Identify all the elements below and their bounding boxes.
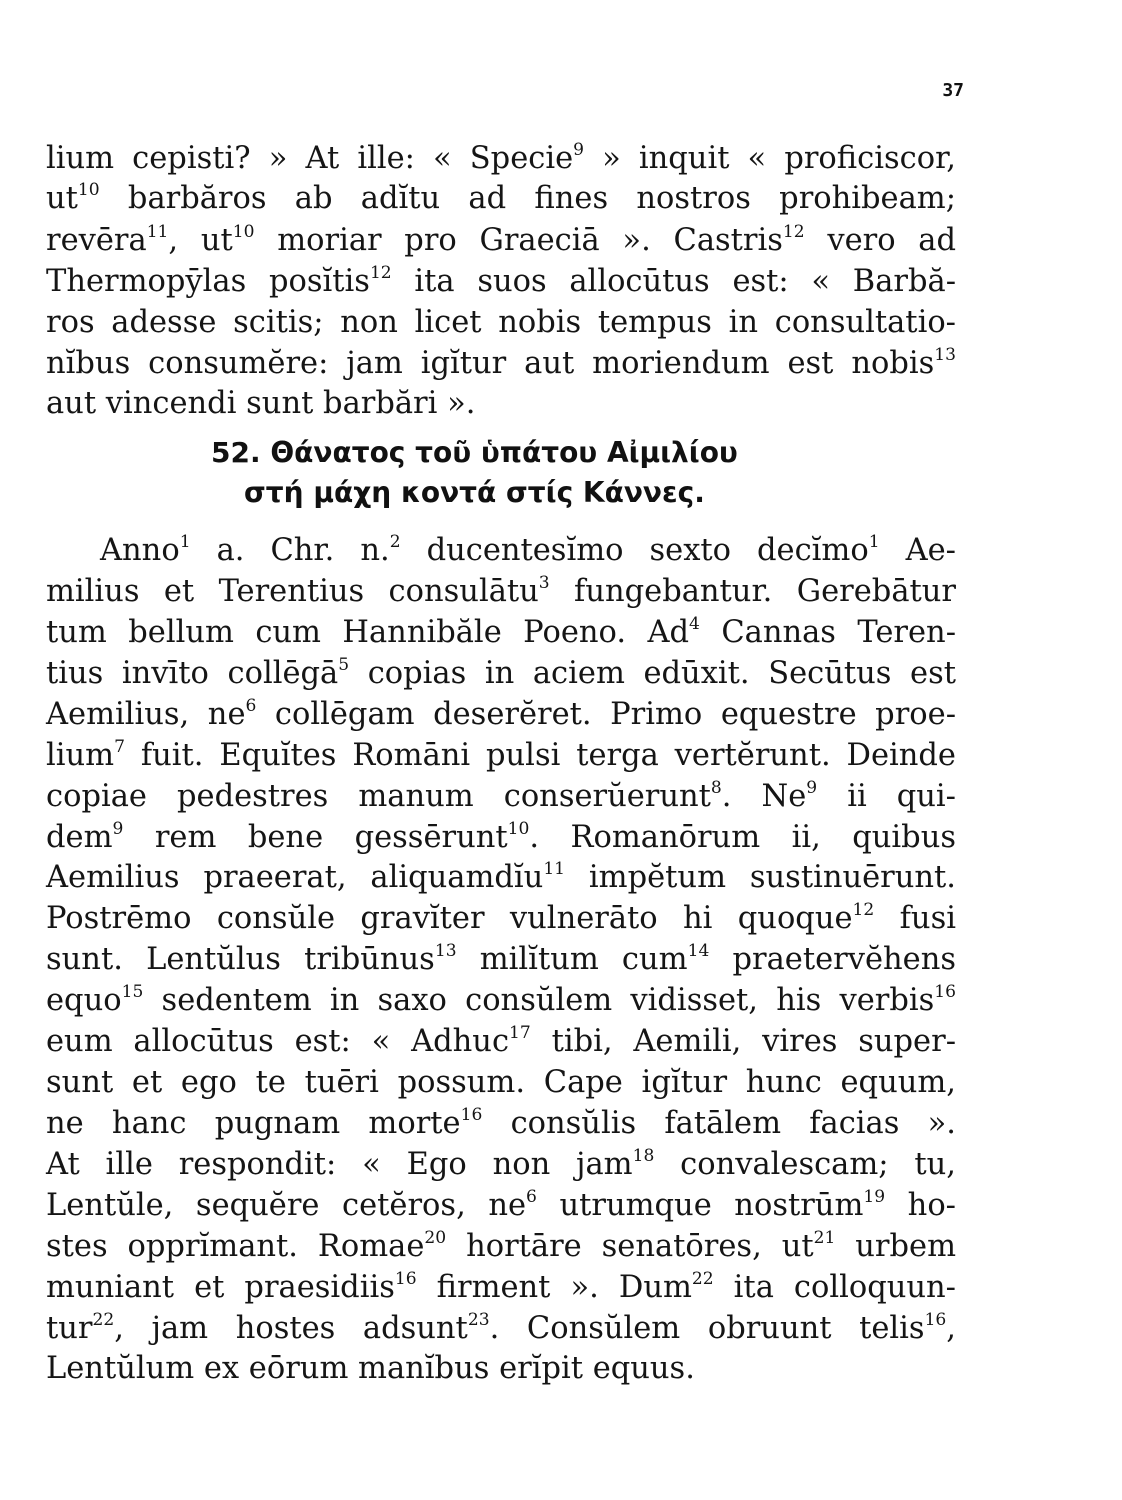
text-line [46,980,956,1021]
footnote-marker: 16 [924,1310,947,1331]
footnote-marker: 22 [691,1269,714,1290]
footnote-marker: 6 [526,1187,537,1208]
text-segment: milius et Terentius consulātu [46,574,539,609]
text-segment: At ille respondit: « Ego non jam [46,1147,633,1182]
text-segment: ita colloquun- [713,1270,956,1305]
text-segment: sunt et ego te tuēri possum. Cape igĭtur hunc equum, [46,1065,956,1100]
footnote-marker: 1 [179,532,191,553]
footnote-marker: 9 [806,778,818,799]
text-segment: stes opprĭmant. Romae [46,1229,425,1264]
text-segment: ros adesse scitis; non licet nobis tempus in consultatio- [46,305,956,340]
text-segment: rem bene gessērunt [123,820,508,855]
text-segment: . Consŭlem obruunt telis [489,1311,925,1346]
text-line [100,530,956,571]
text-line [46,898,956,939]
text-segment: Cannas Teren- [699,615,956,650]
footnote-marker: 6 [245,696,257,717]
footnote-marker: 3 [538,573,550,594]
text-segment: utrumque nostrūm [536,1188,864,1223]
text-line [46,1021,956,1062]
text-segment: ii qui- [817,779,956,814]
text-line [46,220,956,261]
text-segment: nĭbus consumĕre: jam igĭtur aut moriendum est nobis [46,346,935,381]
footnote-marker: 10 [507,819,530,840]
text-segment: barbăros ab adĭtu ad fines nostros prohibeam; [99,181,956,216]
footnote-marker: 21 [813,1228,836,1249]
text-line [46,178,956,219]
text-segment: milĭtum cum [456,942,688,977]
text-segment: ne hanc pugnam morte [46,1106,461,1141]
text-segment: ducentesĭmo sexto decĭmo [400,533,869,568]
text-segment: convalescam; tu, [654,1147,956,1182]
footnote-marker: 10 [232,222,255,243]
text-line [46,612,956,653]
text-segment: revēra [46,223,147,258]
footnote-marker: 16 [460,1105,483,1126]
footnote-marker: 12 [369,263,392,284]
text-segment: , ut [168,223,233,258]
text-segment: Anno [100,533,180,568]
text-line [46,857,956,898]
text-line [46,343,956,384]
footnote-marker: 17 [509,1023,531,1044]
text-line [46,1226,956,1267]
footnote-marker: 13 [434,941,457,962]
text-segment: firment ». Dum [416,1270,692,1305]
text-segment: Lentŭlum ex eōrum manĭbus erĭpit equus. [46,1351,695,1386]
footnote-marker: 12 [852,900,875,921]
text-line [46,1308,956,1349]
text-line [46,694,956,735]
text-segment: vero ad [804,223,957,258]
text-segment: tur [46,1311,93,1346]
text-segment: Postrēmo consŭle gravĭter vulnerāto hi quoque [46,901,853,936]
text-segment: » inquit « proficiscor, [584,141,956,176]
footnote-marker: 1 [868,532,880,553]
text-line [46,1062,956,1103]
text-line [46,138,956,179]
footnote-marker: 22 [92,1310,115,1331]
section-heading: 52. Θάνατος τοῦ ὑπάτου Αἰμιλίου [211,436,738,469]
text-segment: ut [46,181,78,216]
text-segment: tum bellum cum Hannibăle Poeno. Ad [46,615,690,650]
text-segment: fungebantur. Gerebātur [549,574,956,609]
footnote-marker: 23 [467,1310,490,1331]
text-line [46,302,956,343]
text-segment: sedentem in saxo consŭlem vidisset, his verbis [143,983,935,1018]
text-segment: copias in aciem edūxit. Secūtus est [349,656,956,691]
text-segment: muniant et praesidiis [46,1270,395,1305]
text-segment: , [946,1311,956,1346]
text-line [46,1103,956,1144]
text-line [46,1348,956,1389]
text-segment: Aemilius, ne [46,697,246,732]
text-segment: , jam hostes adsunt [114,1311,468,1346]
text-segment: sunt. Lentŭlus tribūnus [46,942,435,977]
text-line [46,1267,956,1308]
text-line [46,939,956,980]
text-segment: eum allocūtus est: « Adhuc [46,1024,510,1059]
text-line [46,735,956,776]
footnote-marker: 11 [146,222,169,243]
footnote-marker: 16 [934,982,956,1003]
text-segment: aut vincendi sunt barbări ». [46,386,476,421]
footnote-marker: 2 [389,532,401,553]
footnote-marker: 9 [573,140,585,161]
text-segment: impĕtum sustinuērunt. [565,860,956,895]
footnote-marker: 9 [112,819,124,840]
text-line [46,1144,956,1185]
footnote-marker: 16 [394,1269,417,1290]
text-segment: consŭlis fatālem facias ». [482,1106,956,1141]
text-segment: dem [46,820,113,855]
footnote-marker: 12 [782,222,805,243]
text-line [46,383,956,424]
footnote-marker: 13 [934,345,956,366]
footnote-marker: 18 [632,1146,655,1167]
text-segment: ho- [885,1188,956,1223]
text-segment: hortāre senatōres, ut [446,1229,814,1264]
text-segment: equo [46,983,122,1018]
text-segment: moriar pro Graeciā ». Castris [254,223,783,258]
text-segment: Ae- [879,533,956,568]
text-segment: praetervĕhens [709,942,956,977]
footnote-marker: 7 [114,737,125,758]
footnote-marker: 5 [338,655,350,676]
text-segment: . Romanōrum ii, quibus [529,820,956,855]
text-line [46,261,956,302]
footnote-marker: 19 [863,1187,886,1208]
text-segment: fusi [874,901,956,936]
text-segment: fuit. Equĭtes Romāni pulsi terga vertĕrunt. Deinde [124,738,956,773]
text-segment: tibi, Aemili, vires super- [530,1024,956,1059]
text-segment: collēgam deserĕret. Primo equestre proe- [256,697,956,732]
text-segment: urbem [835,1229,956,1264]
text-segment: tius invīto collēgā [46,656,339,691]
footnote-marker: 11 [543,859,566,880]
text-segment: lium cepisti? » At ille: « Specie [46,141,574,176]
text-segment: lium [46,738,115,773]
section-subheading: στή μάχη κοντά στίς Κάννες. [244,476,705,509]
footnote-marker: 20 [424,1228,447,1249]
text-line [46,1185,956,1226]
footnote-marker: 8 [710,778,722,799]
text-line [46,776,956,817]
text-line [46,571,956,612]
text-segment: Lentŭle, sequĕre cetĕros, ne [46,1188,527,1223]
footnote-marker: 14 [687,941,710,962]
text-line [46,653,956,694]
text-segment: Thermopȳlas posĭtis [46,264,370,299]
footnote-marker: 4 [689,614,700,635]
text-segment: ita suos allocūtus est: « Barbă- [391,264,956,299]
footnote-marker: 15 [121,982,144,1003]
page-number: 37 [942,80,964,101]
footnote-marker: 10 [77,180,100,201]
text-segment: a. Chr. n. [190,533,390,568]
text-segment: Aemilius praeerat, aliquamdĭu [46,860,544,895]
text-segment: . Ne [721,779,807,814]
text-segment: copiae pedestres manum conserŭerunt [46,779,711,814]
text-line [46,817,956,858]
